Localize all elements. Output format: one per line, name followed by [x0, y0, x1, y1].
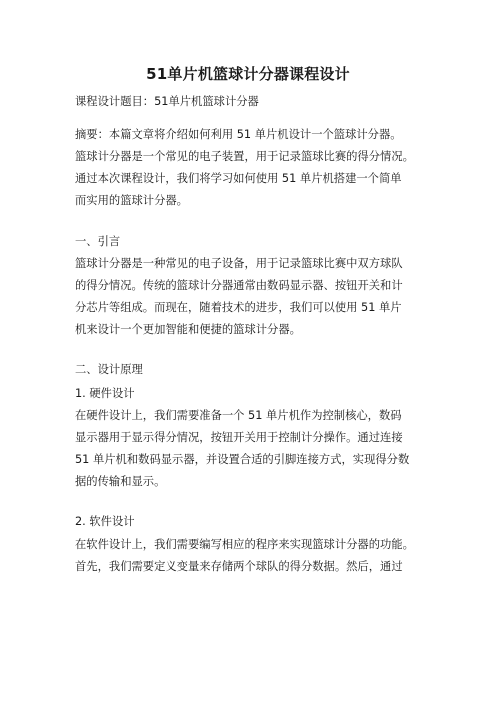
subsection-heading-software: 2. 软件设计: [75, 515, 135, 528]
abstract-line: 摘要：本篇文章将介绍如何利用 51 单片机设计一个篮球计分器。: [75, 128, 402, 141]
course-topic: 课程设计题目：51单片机篮球计分器: [75, 95, 259, 108]
paragraph-line: 在软件设计上，我们需要编写相应的程序来实现篮球计分器的功能。: [75, 538, 414, 551]
abstract-line: 通过本次课程设计，我们将学习如何使用 51 单片机搭建一个简单: [75, 172, 402, 185]
paragraph-line: 的得分情况。传统的篮球计分器通常由数码显示器、按钮开关和计: [75, 279, 403, 292]
paragraph-line: 篮球计分器是一种常见的电子设备，用于记录篮球比赛中双方球队: [75, 257, 403, 270]
paragraph-line: 51 单片机和数码显示器，并设置合适的引脚连接方式，实现得分数: [75, 453, 410, 466]
paragraph-line: 首先，我们需要定义变量来存储两个球队的得分数据。然后，通过: [75, 560, 403, 573]
paragraph-line: 在硬件设计上，我们需要准备一个 51 单片机作为控制核心，数码: [75, 409, 402, 422]
section-heading-design-principle: 二、设计原理: [75, 363, 143, 376]
paragraph-line: 分芯片等组成。而现在，随着技术的进步，我们可以使用 51 单片: [75, 301, 402, 314]
abstract-line: 而实用的篮球计分器。: [75, 194, 188, 207]
abstract-line: 篮球计分器是一个常见的电子装置，用于记录篮球比赛的得分情况。: [75, 150, 414, 163]
paragraph-line: 机来设计一个更加智能和便捷的篮球计分器。: [75, 323, 301, 336]
document-title: 51单片机篮球计分器课程设计: [146, 65, 350, 83]
paragraph-line: 显示器用于显示得分情况，按钮开关用于控制计分操作。通过连接: [75, 431, 403, 444]
paragraph-line: 据的传输和显示。: [75, 475, 166, 488]
section-heading-introduction: 一、引言: [75, 235, 121, 248]
subsection-heading-hardware: 1. 硬件设计: [75, 387, 135, 400]
